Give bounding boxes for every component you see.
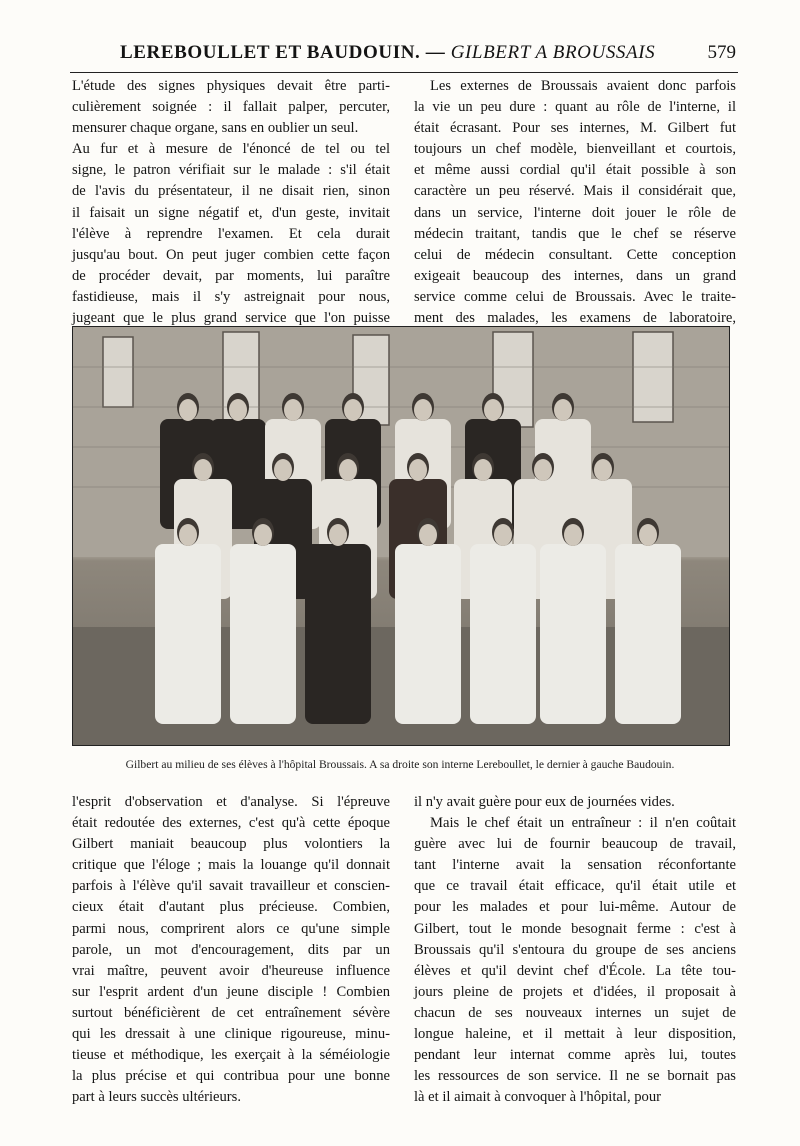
- header-subject: GILBERT A BROUSSAIS: [450, 42, 656, 63]
- text-line: Les externes de Broussais avaient donc parfois: [430, 78, 736, 94]
- text-line: ment des malades, les examens de laboratoire,: [414, 310, 736, 327]
- text-line: de procéder devait, par moments, lui paraître: [72, 267, 390, 284]
- text-line: parole, un mot d'encouragement, dits par un: [72, 941, 390, 958]
- text-line: service comme celui de Broussais. Avec le traite-: [414, 288, 736, 305]
- text-line: les ressources de son service. Il ne se bornait pas: [414, 1068, 736, 1085]
- text-line: exigeait beaucoup des internes, dans un grand: [414, 267, 736, 284]
- text-line: signe, le patron vérifiait sur le malade : s'il était: [72, 162, 390, 179]
- text-line: jugeant que le plus grand service que l'on puisse: [72, 310, 390, 327]
- text-line: cieux était d'autant plus précieuse. Combien,: [72, 899, 390, 916]
- text-line: était écrasant. Pour ses internes, M. Gilbert fut: [414, 120, 736, 137]
- column-bottom-left: [72, 792, 390, 1108]
- text-line: sur l'esprit ardent d'un jeune disciple ! Combien: [72, 983, 390, 1000]
- column-top-left: [72, 76, 390, 350]
- text-line: Gilbert, tout le monde besognait ferme : c'est à: [414, 920, 736, 937]
- header-authors: LEREBOULLET ET BAUDOUIN.: [120, 42, 421, 63]
- text-line: caractère un peu réservé. Mais il considérait que,: [414, 183, 736, 200]
- text-line: tant l'interne avait la sensation réconfortante: [414, 857, 736, 874]
- text-line: là et il aimait à convoquer à l'hôpital, pour: [414, 1089, 661, 1106]
- text-line: vrai maître, peuvent avoir d'heureuse influence: [72, 962, 390, 979]
- text-line: de l'avis du présentateur, il ne disait rien, sinon: [72, 183, 390, 200]
- text-line: la plus précise et qui contribua pour une bonne: [72, 1068, 390, 1085]
- text-line: celui de médecin consultant. Cette conception: [414, 246, 736, 263]
- text-line: Mais le chef était un entraîneur : il n'en coûtait: [430, 815, 736, 832]
- text-line: L'étude des signes physiques devait être parti-: [72, 78, 390, 94]
- text-line: il n'y avait guère pour eux de journées vides.: [414, 794, 675, 810]
- text-line: dans un service, l'interne doit jouer le rôle de: [414, 204, 736, 221]
- text-line: mensurer chaque organe, sans en oublier un seul.: [72, 120, 359, 137]
- text-line: Au fur et à mesure de l'énoncé de tel ou tel: [72, 141, 390, 158]
- text-line: pendant leur internat comme après lui, toutes: [414, 1047, 736, 1064]
- text-line: toujours un chef modèle, bienveillant et courtois,: [414, 141, 736, 158]
- text-line: élèves et qu'il devint chef d'École. La tête tou-: [414, 962, 736, 979]
- text-line: il faisait un signe négatif et, d'un geste, invitait: [72, 204, 390, 221]
- text-line: qui les dressait à une clinique rigoureuse, minu-: [72, 1026, 390, 1043]
- photo-illustration: [73, 327, 729, 745]
- person-figure: [305, 518, 371, 724]
- text-line: surtout bénéficièrent de cet entraînement sévère: [72, 1004, 390, 1021]
- text-line: fastidieuse, mais il s'y astreignait pour nous,: [72, 288, 390, 305]
- running-title: [120, 42, 655, 64]
- group-photograph: [72, 326, 730, 746]
- text-line: la vie un peu dure : quant au rôle de l'interne, il: [414, 99, 736, 116]
- header-dash: —: [420, 42, 451, 63]
- column-top-right: [414, 76, 736, 350]
- text-line: et même aussi cordial qu'il était possible à son: [414, 162, 736, 179]
- person-figure: [155, 518, 221, 724]
- text-line: jours pleine de projets et d'idées, il proposait à: [414, 983, 736, 1000]
- text-line: l'élève à reprendre l'examen. Et cela durait: [72, 225, 390, 242]
- text-line: critique que l'éloge ; mais la louange qu'il donnait: [72, 857, 390, 874]
- column-bottom-right: [414, 792, 736, 1108]
- text-line: tieuse et méthodique, les exerçait à la séméiologie: [72, 1047, 390, 1064]
- text-line: guère avec lui de fournir beaucoup de travail,: [414, 836, 736, 853]
- text-line: parfois à l'élève qu'il savait travailleur et conscien-: [72, 878, 390, 895]
- person-figure: [615, 518, 681, 724]
- text-line: part à leurs succès ultérieurs.: [72, 1089, 241, 1106]
- person-figure: [470, 518, 536, 724]
- person-figure: [395, 518, 461, 724]
- photo-caption: Gilbert au milieu de ses élèves à l'hôpital Broussais. A sa droite son interne Lereboullet, le dernier à gauche Baudouin.: [125, 758, 675, 771]
- text-line: pour les malades et pour lui-même. Autour de: [414, 899, 736, 916]
- person-figure: [540, 518, 606, 724]
- text-line: médecin traitant, tandis que le chef se réserve: [414, 225, 736, 242]
- person-figure: [230, 518, 296, 724]
- text-line: jusqu'au bout. On peut juger combien cette façon: [72, 246, 390, 263]
- text-line: longue haleine, et il mettait à leur disposition,: [414, 1026, 736, 1043]
- text-line: Gilbert maniait beaucoup plus volontiers la: [72, 836, 390, 853]
- text-line: était redoutée des externes, c'est qu'à cette époque: [72, 815, 390, 832]
- text-line: Broussais qu'il s'entoura du groupe de ses anciens: [414, 941, 736, 958]
- text-line: l'esprit d'observation et d'analyse. Si l'épreuve: [72, 794, 390, 810]
- page-number: 579: [707, 42, 736, 63]
- text-line: que ce travail était efficace, qu'il était utile et: [414, 878, 736, 895]
- running-header: [70, 40, 738, 73]
- text-line: chacun de ses nouveaux internes un sujet de: [414, 1004, 736, 1021]
- text-line: culièrement soignée : il fallait palper, percuter,: [72, 99, 390, 116]
- text-line: parmi nous, comprirent alors ce qu'une simple: [72, 920, 390, 937]
